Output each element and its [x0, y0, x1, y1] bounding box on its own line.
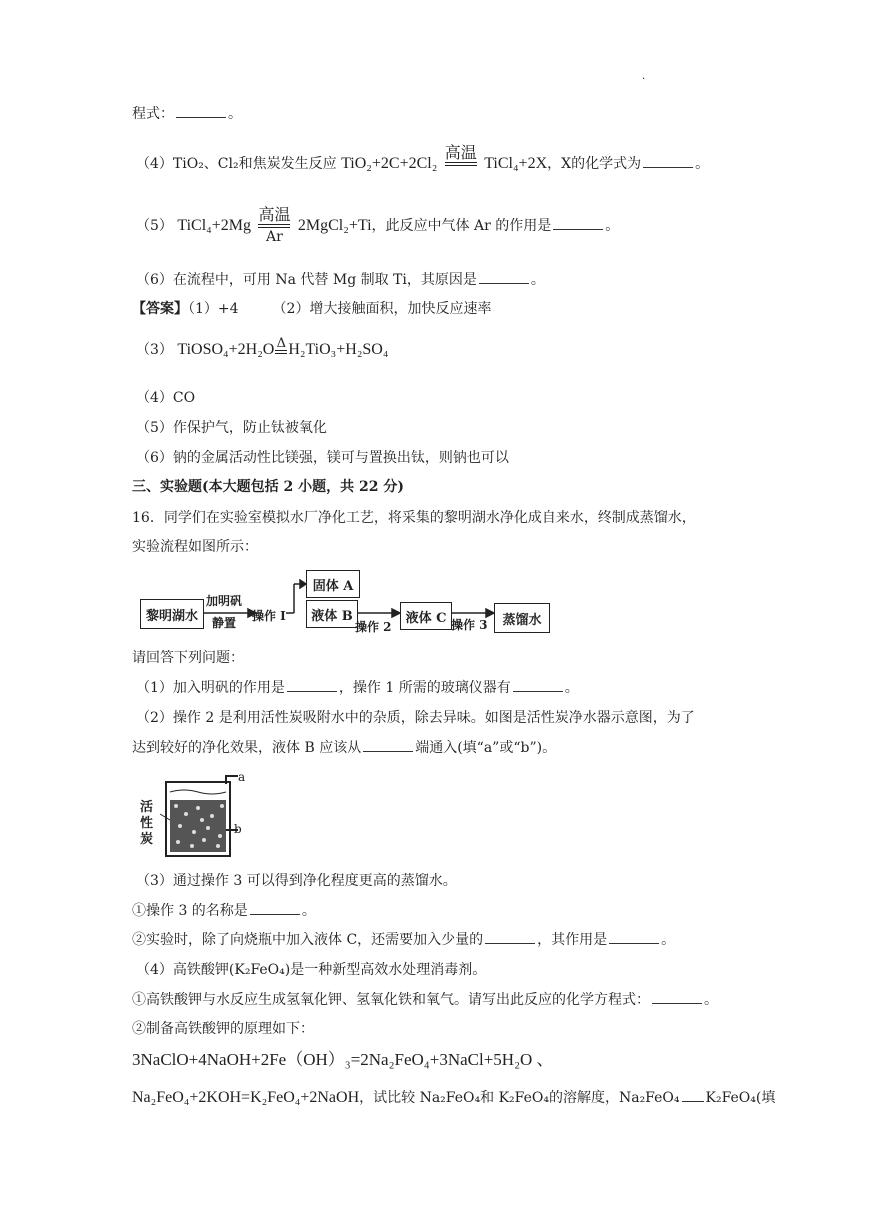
end-box: 蒸馏水 — [494, 603, 550, 633]
sub-2-line2: 达到较好的净化效果，液体 B 应该从 端通入(填“a”或“b”)。 — [132, 740, 557, 756]
sub-3-c1: ①操作 3 的名称是 。 — [132, 903, 316, 919]
equation-2-line: Na₂FeO₄+2KOH=K₂FeO₄+2NaOH，试比较 Na₂FeO₄和 K₂FeO₄的溶解度，Na₂FeO₄ K₂FeO₄(填 — [132, 1089, 776, 1106]
flow-op2: 操作 2 — [355, 620, 392, 634]
answer-4: （4）CO — [136, 390, 196, 406]
flow-add-alum: 加明矾 — [206, 594, 243, 608]
q16-line1: 16．同学们在实验室模拟水厂净化工艺，将采集的黎明湖水净化成自来水，终制成蒸馏水， — [132, 510, 696, 526]
blank[interactable] — [485, 931, 535, 944]
blank[interactable] — [652, 991, 702, 1004]
q16-line2: 实验流程如图所示： — [132, 539, 258, 555]
sub-1: （1）加入明矾的作用是 ，操作 1 所需的玻璃仪器有 。 — [136, 680, 579, 696]
liquid-c-box: 液体 C — [400, 602, 452, 630]
sub-4-c2: ②制备高铁酸钾的原理如下： — [132, 1021, 314, 1037]
blank[interactable] — [176, 105, 226, 118]
blank[interactable] — [479, 271, 529, 284]
sub-3-c2: ②实验时，除了向烧瓶中加入液体 C，还需要加入少量的 ，其作用是 。 — [132, 932, 676, 948]
header-mark: · — [642, 74, 646, 85]
flow-op3: 操作 3 — [451, 618, 488, 632]
reaction-condition: 高温 — [445, 144, 477, 184]
question-4: （4）TiO₂、Cl₂和焦炭发生反应 TiO₂+2C+2Cl₂ 高温 TiCl₄+2X，X的化学式为 。 — [136, 144, 709, 184]
flow-settle: 静置 — [212, 616, 237, 630]
blank[interactable] — [609, 931, 659, 944]
port-b: b — [234, 822, 242, 836]
question-5: （5） TiCl₄+2Mg 高温 Ar 2MgCl₂+Ti，此反应中气体 Ar 的作用是 。 — [136, 205, 620, 245]
line-program: 程式： 。 — [132, 106, 242, 122]
answer-6: （6）钠的金属活动性比镁强，镁可与置换出钛，则钠也可以 — [136, 450, 509, 466]
blank[interactable] — [287, 679, 337, 692]
section-heading: 三、实验题(本大题包括 2 小题，共 22 分) — [132, 479, 404, 495]
blank[interactable] — [643, 155, 693, 168]
sub-4: （4）高铁酸钾(K₂FeO₄)是一种新型高效水处理消毒剂。 — [136, 962, 487, 978]
ask-line: 请回答下列问题： — [132, 650, 244, 666]
flow-diagram — [140, 568, 560, 638]
flow-op1: 操作 I — [252, 609, 286, 623]
answer-5: （5）作保护气，防止钛被氧化 — [136, 420, 327, 436]
answer-3: （3） TiOSO₄+2H₂O Δ H₂TiO₃+H₂SO₄ — [136, 338, 388, 362]
blank[interactable] — [682, 1089, 704, 1102]
blank[interactable] — [250, 902, 300, 915]
filter-label-3: 炭 — [140, 832, 154, 847]
start-box: 黎明湖水 — [140, 599, 204, 629]
blank[interactable] — [513, 679, 563, 692]
filter-label-2: 性 — [140, 816, 154, 831]
sub-2-line1: （2）操作 2 是利用活性炭吸附水中的杂质，除去异味。如图是活性炭净水器示意图，为了 — [136, 710, 695, 726]
port-a: a — [238, 770, 246, 784]
reaction-condition: Δ — [275, 338, 287, 362]
equation-1: 3NaClO+4NaOH+2Fe（OH）₃=2Na₂FeO₄+3NaCl+5H₂O 、 — [132, 1050, 554, 1069]
sub-3: （3）通过操作 3 可以得到净化程度更高的蒸馏水。 — [136, 873, 457, 889]
solid-a-box: 固体 A — [306, 570, 360, 598]
liquid-b-box: 液体 B — [306, 600, 358, 628]
answer-line-1: 【答案】（1）+4 （2）增大接触面积，加快反应速率 — [132, 301, 492, 317]
sub-4-c1: ①高铁酸钾与水反应生成氢氧化钾、氢氧化铁和氧气。请写出此反应的化学方程式： 。 — [132, 992, 718, 1008]
blank[interactable] — [553, 217, 603, 230]
blank[interactable] — [363, 739, 413, 752]
filter-label-1: 活 — [140, 800, 154, 815]
question-6: （6）在流程中，可用 Na 代替 Mg 制取 Ti，其原因是 。 — [136, 272, 545, 288]
carbon-filter-figure — [134, 770, 244, 862]
reaction-condition: 高温 Ar — [258, 205, 291, 245]
